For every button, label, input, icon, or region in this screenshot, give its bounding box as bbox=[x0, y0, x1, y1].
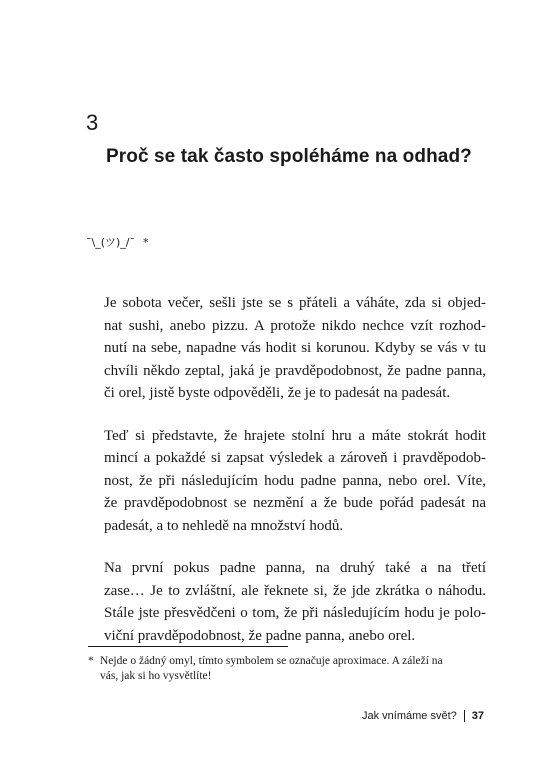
footnote-text: vás, jak si ho vysvětlíte! bbox=[100, 670, 212, 682]
text-line: či orel, jistě byste odpověděli, že je to padesát na padesát. bbox=[104, 385, 451, 401]
text-line: nutí na sebe, napadne vás hodit si korunou. Kdyby se vás v tu bbox=[104, 340, 486, 356]
text-line: Teď si představte, že hrajete stolní hru a máte stokrát hodit bbox=[104, 427, 486, 444]
running-footer bbox=[362, 710, 484, 722]
chapter-title: Proč se tak často spoléháme na odhad? bbox=[106, 146, 472, 167]
footnote bbox=[88, 654, 488, 684]
shrug-epigraph bbox=[86, 234, 149, 250]
text-line: mincí a pokaždé si zapsat výsledek a zároveň i pravděpodob- bbox=[104, 450, 486, 466]
section-title: Jak vnímáme svět? bbox=[361, 710, 457, 722]
footnote-marker: * bbox=[143, 236, 149, 249]
paragraph bbox=[88, 557, 486, 647]
text-line: nost, že při následujícím hodu padne panna, nebo orel. Víte, bbox=[104, 472, 486, 489]
text-line: zase… Je to zvláštní, ale řeknete si, že jde zkrátka o náhodu. bbox=[104, 582, 486, 599]
shrug-emoticon: ¯\_(ツ)_/¯ bbox=[86, 236, 135, 249]
page-number: 37 bbox=[471, 710, 484, 722]
text-line: Je sobota večer, sešli jste se s přáteli a váháte, zda si objed- bbox=[104, 295, 486, 311]
paragraph bbox=[88, 425, 486, 538]
text-line: padesát, a to nehledě na množství hodů. bbox=[104, 517, 344, 534]
text-line: Na první pokus padne panna, na druhý také a na třetí bbox=[104, 560, 486, 576]
text-line: Stále jste přesvědčeni o tom, že při následujícím hodu je polo- bbox=[104, 605, 486, 621]
body-text bbox=[88, 292, 486, 667]
footnote-text: Nejde o žádný omyl, tímto symbolem se označuje aproximace. A záleží na bbox=[100, 655, 443, 667]
text-line: že pravděpodobnost se nezmění a že bude pořád padesát na bbox=[104, 495, 486, 511]
footnote-marker: * bbox=[88, 655, 94, 667]
text-line: viční pravděpodobnost, že padne panna, anebo orel. bbox=[104, 627, 416, 644]
text-line: nat sushi, anebo pizzu. A protože nikdo nechce vzít rozhod- bbox=[104, 317, 486, 334]
paragraph bbox=[88, 292, 486, 405]
chapter-number: 3 bbox=[86, 110, 99, 135]
text-line: chvíli někdo zeptal, jaká je pravděpodobnost, že padne panna, bbox=[104, 362, 486, 379]
footnote-divider bbox=[88, 646, 288, 647]
footer-divider bbox=[464, 710, 465, 722]
